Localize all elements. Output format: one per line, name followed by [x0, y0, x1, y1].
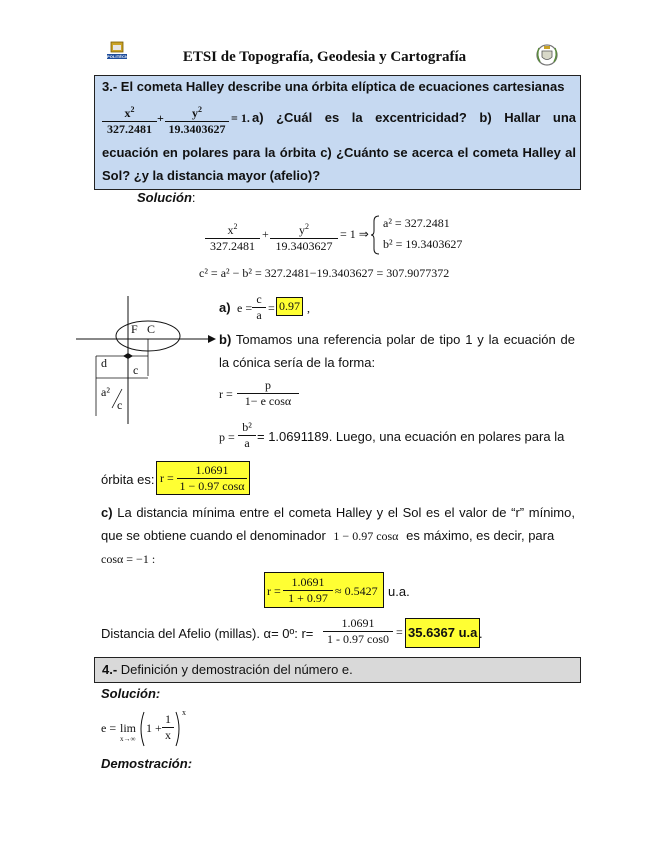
label-focus-F: F [131, 322, 138, 336]
problem-3-box [94, 75, 581, 190]
ellipse-equation: $\frac{x^2}{327.2481}$ + $\frac{y^2}{19.3403627}$ = 1 ⇒ a² = 327.2481 b² = 19.3403627 [205, 215, 505, 257]
rmin-box: r = $\frac{1.0691}{1 + 0.97}$ ≈ 0.5427 [264, 572, 384, 608]
part-b-line1: b) Tomamos una referencia polar de tipo 1 y la ecuación de [219, 332, 575, 347]
orbita-label: órbita es: [101, 472, 155, 487]
part-a: a) e = $\frac{c}{a}$ = 0.97 , [219, 292, 310, 322]
label-center-C: C [147, 322, 156, 336]
demonstration-label: Demostración: [101, 756, 193, 771]
eq1-implies: = 1 ⇒ [340, 227, 369, 241]
p-value-line: p = $\frac{\text{b²}}{a}$ = 1.0691189. Luego, una ecuación en polares para la [219, 420, 565, 450]
problem-4-number: 4.- [102, 662, 118, 677]
problem-3-line2: $\frac{x^2}{327.2481}$ + $\frac{y^2}{19.3403627}$ = 1. a) ¿Cuál es la excentricidad? b) Hallar una [102, 102, 576, 138]
eccentricity-value: 0.97 [276, 297, 303, 316]
problem-4-solution-label: Solución: [101, 686, 161, 701]
problem-4-text: Definición y demostración del número e. [120, 662, 353, 677]
left-paren-icon [137, 711, 145, 747]
eq-rhs: = 1. [231, 111, 250, 125]
page-header-title: ETSI de Topografía, Geodesia y Cartografía [182, 49, 467, 65]
polar-generic: r = $\frac{p}{\text{1− e cosα}}$ [219, 378, 339, 412]
question-ab: a) ¿Cuál es la excentricidad? b) Hallar una [252, 110, 576, 125]
afelio-label: Distancia del Afelio (millas). α= 0º: r= [101, 626, 314, 641]
orbit-equation-box: r = $\frac{1.0691}{1 - 0.97 \cos\alpha}$ [156, 461, 250, 495]
part-b-line2: la cónica sería de la forma: [219, 355, 376, 370]
part-c-line2: que se obtiene cuando el denominador 1 − 0.97 cosα es máximo, es decir, para [101, 528, 555, 543]
afelio-fraction: $\frac{1.0691}{1 - 0.97 \cos 0}$ = [323, 616, 407, 650]
problem-4-box [94, 657, 581, 683]
crest-icon [534, 42, 560, 68]
problem-3-line1 [102, 79, 564, 94]
cos-condition: cosα = −1 : [101, 552, 156, 566]
ellipse-diagram [76, 296, 216, 426]
afelio-value: 35.6367 u.a [405, 618, 480, 648]
question-afelio: Sol? ¿y la distancia mayor (afelio)? [102, 168, 321, 183]
logo-text: POLITÉCNICA [107, 54, 136, 59]
c-squared-line: c² = a² − b² = 327.2481−19.3403627 = 307.9077372 [199, 266, 450, 280]
left-brace-icon [371, 215, 381, 255]
solution-label: Solución: [137, 190, 196, 205]
afelio-period: . [479, 626, 483, 641]
school-crest [534, 42, 560, 68]
rmin-unit: u.a. [388, 584, 410, 599]
label-a-squared: a² [101, 385, 110, 399]
limit-definition: e = lim x→∞ 1 + $\frac{1}{x}$ x [101, 708, 201, 752]
part-c-line1: c) La distancia mínima entre el cometa Halley y el Sol es el valor de “r” mínimo, [101, 505, 575, 520]
system-b2: b² = 19.3403627 [383, 237, 463, 251]
problem-number: 3.- [102, 79, 118, 94]
question-c: ecuación en polares para la órbita c) ¿Cuánto se acerca el cometa Halley al [102, 145, 576, 160]
eq-y-fraction: $\frac{y^2}{19.3403627}$ [165, 102, 229, 137]
system-a2: a² = 327.2481 [383, 216, 450, 230]
problem-intro: El cometa Halley describe una órbita elíptica de ecuaciones cartesianas [120, 79, 565, 94]
label-c: c [133, 363, 139, 377]
eq-x-fraction: $\frac{x^2}{327.2481}$ [102, 102, 157, 137]
label-c-denominator: c [117, 398, 123, 412]
label-d: d [101, 356, 107, 370]
